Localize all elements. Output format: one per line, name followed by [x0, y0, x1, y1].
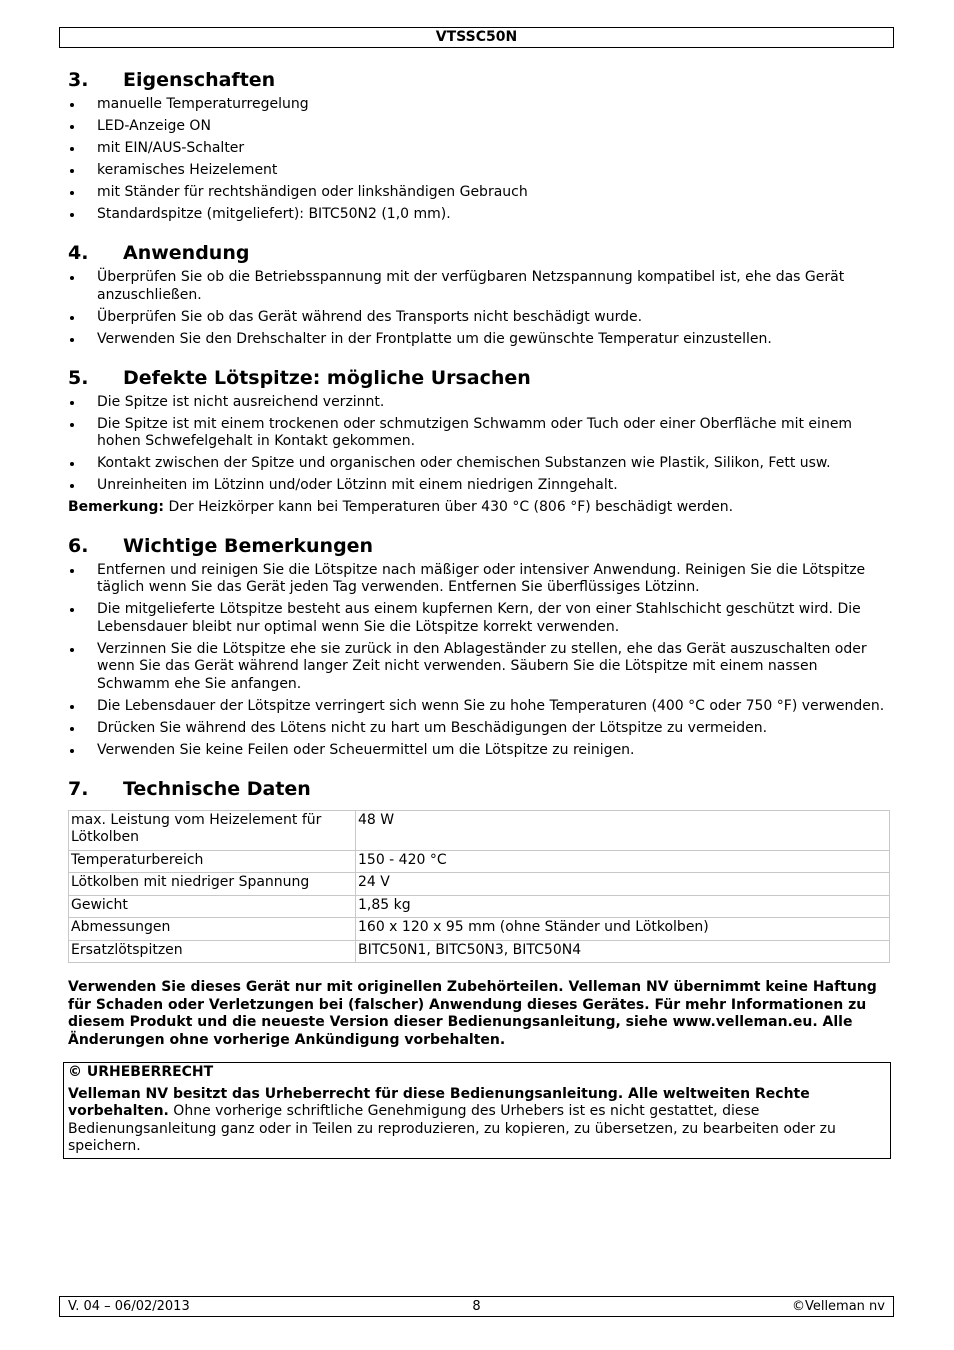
list-item: Verzinnen Sie die Lötspitze ehe sie zurück in den Ablageständer zu stellen, ehe das Gerät auszuschalten oder wenn Sie das Gerät während langer Zeit nicht verwenden. Säubern Sie die Lötspitze mit einem nassen Schwamm ehe Sie anfangen. [68, 641, 890, 694]
section-heading-technische-daten [68, 773, 890, 805]
remark-label: Bemerkung: [68, 499, 165, 515]
section-number: 3. [68, 69, 89, 91]
copyright-body [68, 1086, 886, 1156]
list-item: Überprüfen Sie ob die Betriebsspannung mit der verfügbaren Netzspannung kompatibel ist, ehe das Gerät anzuschließen. [68, 269, 890, 304]
copyright-text: Ohne vorherige schriftliche Genehmigung des Urhebers ist es nicht gestattet, diese Bedienungsanleitung ganz oder in Teilen zu reproduzieren, zu kopieren, zu übersetzen, zu bearbeiten oder zu speichern. [68, 1103, 836, 1154]
spec-label: Temperaturbereich [69, 850, 356, 873]
section-number: 4. [68, 242, 89, 264]
feature-list [68, 96, 890, 224]
list-item: Standardspitze (mitgeliefert): BITC50N2 (1,0 mm). [68, 206, 890, 224]
spec-label: Abmessungen [69, 918, 356, 941]
spec-table [68, 810, 890, 964]
spec-label: Ersatzlötspitzen [69, 940, 356, 963]
table-row [69, 895, 890, 918]
spec-value: BITC50N1, BITC50N3, BITC50N4 [356, 940, 890, 963]
table-row [69, 918, 890, 941]
section-title: Technische Daten [123, 777, 311, 800]
section-number: 5. [68, 366, 89, 389]
spec-value: 160 x 120 x 95 mm (ohne Ständer und Lötkolben) [356, 918, 890, 941]
list-item: Die Spitze ist mit einem trockenen oder schmutzigen Schwamm oder Tuch oder einer Oberfläche mit einem hohen Schwefelgehalt in Kontakt gekommen. [68, 416, 890, 451]
spec-label: Gewicht [69, 895, 356, 918]
section-heading-anwendung [68, 237, 890, 269]
causes-list [68, 394, 890, 495]
section-heading-eigenschaften [68, 64, 890, 96]
spec-label: Lötkolben mit niedriger Spannung [69, 873, 356, 896]
footer-company: ©Velleman nv [791, 1299, 885, 1314]
spec-value: 48 W [356, 810, 890, 850]
footer-page-number: 8 [472, 1299, 481, 1314]
disclaimer-text: Verwenden Sie dieses Gerät nur mit originellen Zubehörteilen. Velleman NV übernimmt keine Haftung für Schaden oder Verletzungen bei (falscher) Anwendung dieses Gerätes. Für mehr Informationen zu diesem Produkt und die neueste Version dieser Bedienungsanleitung, siehe www.velleman.eu. Alle Änderungen ohne vorherige Ankündigung vorbehalten. [68, 979, 877, 1048]
list-item: Verwenden Sie keine Feilen oder Scheuermittel um die Lötspitze zu reinigen. [68, 742, 890, 760]
table-row [69, 810, 890, 850]
spec-value: 24 V [356, 873, 890, 896]
copyright-box [63, 1062, 891, 1159]
spec-label: max. Leistung vom Heizelement für Lötkolben [69, 810, 356, 850]
footer-version: V. 04 – 06/02/2013 [68, 1299, 190, 1314]
list-item: Die Spitze ist nicht ausreichend verzinnt. [68, 394, 890, 412]
list-item: LED-Anzeige ON [68, 118, 890, 136]
list-item: Die Lebensdauer der Lötspitze verringert sich wenn Sie zu hohe Temperaturen (400 °C oder 750 °F) verwenden. [68, 698, 890, 716]
section-title: Wichtige Bemerkungen [123, 534, 374, 557]
list-item: mit EIN/AUS-Schalter [68, 140, 890, 158]
section-title: Anwendung [123, 242, 250, 264]
list-item: Kontakt zwischen der Spitze und organischen oder chemischen Substanzen wie Plastik, Silikon, Fett usw. [68, 455, 890, 473]
section-heading-wichtige-bemerkungen [68, 530, 890, 562]
section-heading-defekte-loetspitze [68, 362, 890, 394]
document-body [68, 64, 890, 1159]
list-item: Unreinheiten im Lötzinn und/oder Lötzinn mit einem niedrigen Zinngehalt. [68, 477, 890, 495]
copyright-heading: © URHEBERRECHT [68, 1064, 214, 1080]
copyright-bold-text: Velleman NV besitzt das Urheberrecht für diese Bedienungsanleitung. Alle weltweiten Rechte vorbehalten. [68, 1085, 810, 1119]
usage-list [68, 269, 890, 348]
list-item: Die mitgelieferte Lötspitze besteht aus einem kupfernen Kern, der von einer Stahlschicht geschützt wird. Die Lebensdauer bleibt nur optimal wenn Sie die Lötspitze korrekt verwenden. [68, 601, 890, 636]
table-row [69, 850, 890, 873]
header-title: VTSSC50N [435, 29, 518, 45]
remark-text: Der Heizkörper kann bei Temperaturen über 430 °C (806 °F) beschädigt werden. [164, 499, 734, 515]
list-item: manuelle Temperaturregelung [68, 96, 890, 114]
table-row [69, 873, 890, 896]
spec-value: 150 - 420 °C [356, 850, 890, 873]
remark-note [68, 499, 890, 517]
spec-value: 1,85 kg [356, 895, 890, 918]
section-number: 7. [68, 777, 89, 800]
list-item: Überprüfen Sie ob das Gerät während des Transports nicht beschädigt wurde. [68, 309, 890, 327]
section-title: Defekte Lötspitze: mögliche Ursachen [123, 366, 531, 389]
list-item: keramisches Heizelement [68, 162, 890, 180]
list-item: Drücken Sie während des Lötens nicht zu hart um Beschädigungen der Lötspitze zu vermeiden. [68, 720, 890, 738]
page-header [59, 27, 894, 48]
section-number: 6. [68, 534, 89, 557]
list-item: Entfernen und reinigen Sie die Lötspitze nach mäßiger oder intensiver Anwendung. Reinigen Sie die Lötspitze täglich wenn Sie das Gerät jeden Tag verwenden. Entfernen Sie überflüssiges Lötzinn. [68, 562, 890, 597]
table-row [69, 940, 890, 963]
section-title: Eigenschaften [123, 69, 276, 91]
list-item: Verwenden Sie den Drehschalter in der Frontplatte um die gewünschte Temperatur einzustellen. [68, 331, 890, 349]
list-item: mit Ständer für rechtshändigen oder linkshändigen Gebrauch [68, 184, 890, 202]
remarks-list [68, 562, 890, 760]
page-footer [59, 1296, 894, 1317]
